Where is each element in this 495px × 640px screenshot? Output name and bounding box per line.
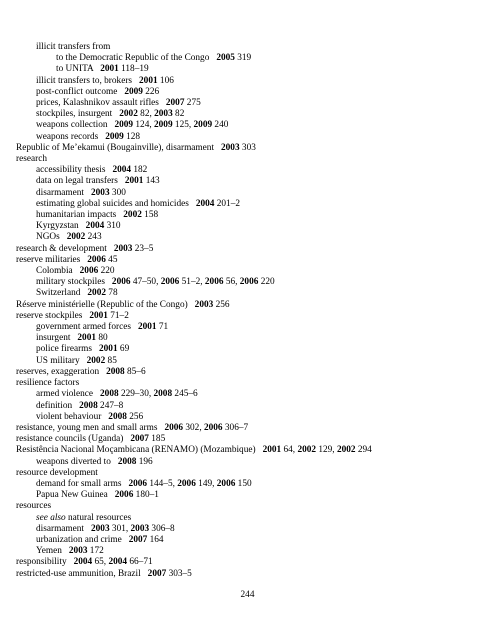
index-subentry (16, 53, 486, 64)
entry-text: weapons collection (36, 120, 115, 131)
entry-text: 275 (184, 98, 201, 109)
index-subentry (16, 288, 486, 299)
entry-text: 243 (85, 232, 102, 243)
entry-text: responsibility (16, 557, 74, 568)
edition-year: 2006 (177, 478, 196, 489)
entry-text: Republic of Me’ekamui (Bougainville), disarmament (16, 142, 221, 153)
index-subentry (16, 412, 486, 423)
entry-text: 125, (172, 120, 194, 131)
edition-year: 2007 (165, 98, 185, 109)
edition-year: 2006 (164, 422, 184, 433)
entry-text: humanitarian impacts (36, 210, 124, 221)
index-subentry (16, 232, 486, 243)
entry-text: 302, (183, 422, 204, 433)
edition-year: 2002 (119, 109, 138, 120)
index-subentry (16, 210, 486, 221)
edition-year: 2006 (216, 478, 236, 489)
index-main-entry (16, 300, 486, 311)
edition-year: 2008 (153, 389, 173, 400)
index-subentry (16, 513, 486, 524)
entry-text: Papua New Guinea (36, 490, 115, 501)
entry-text: 23–5 (132, 243, 154, 254)
entry-text: resistance councils (Uganda) (16, 434, 131, 445)
entry-text: research & development (16, 243, 114, 254)
edition-year: 2003 (130, 523, 150, 534)
edition-year: 2001 (262, 445, 282, 456)
entry-text: 82 (172, 109, 185, 120)
page-number: 244 (240, 590, 255, 600)
edition-year: 2004 (195, 198, 215, 209)
entry-text: NGOs (36, 232, 67, 243)
edition-year: 2001 (137, 322, 157, 333)
entry-text: 164 (147, 534, 164, 545)
edition-year: 2006 (239, 277, 259, 288)
edition-year: 2002 (123, 210, 142, 221)
entry-text: 56, (223, 277, 240, 288)
entry-text: 301, (109, 523, 131, 534)
entry-text: 118–19 (118, 64, 149, 75)
index-main-entry (16, 423, 486, 434)
entry-text: 172 (87, 546, 104, 557)
entry-text: 229–30, (118, 389, 154, 400)
entry-text: 65, (92, 557, 109, 568)
edition-year: 2008 (117, 456, 137, 467)
index-subentry (16, 322, 486, 333)
entry-text: 310 (104, 221, 121, 232)
index-main-entry (16, 445, 486, 456)
index-main-entry (16, 154, 486, 165)
entry-text: estimating global suicides and homicides (36, 198, 196, 209)
edition-year: 2006 (128, 478, 148, 489)
edition-year: 2004 (85, 221, 105, 232)
entry-text: demand for small arms (36, 478, 129, 489)
index-subentry (16, 546, 486, 557)
entry-text: 69 (117, 344, 130, 355)
index-subentry (16, 42, 486, 53)
index-subentry (16, 479, 486, 490)
entry-text: government armed forces (36, 322, 138, 333)
index-main-entry (16, 143, 486, 154)
edition-year: 2006 (203, 422, 223, 433)
entry-text: 303–5 (166, 568, 192, 579)
entry-text: 182 (131, 165, 148, 176)
entry-text: accessibility thesis (36, 165, 113, 176)
entry-text: to UNITA (56, 64, 101, 75)
index-list (16, 42, 486, 580)
entry-text: reserve stockpiles (16, 310, 90, 321)
entry-text: 106 (157, 75, 174, 86)
index-main-entry (16, 557, 486, 568)
entry-text: Réserve ministérielle (Republic of the Congo) (16, 299, 195, 310)
edition-year: 2002 (87, 288, 106, 299)
index-subentry (16, 333, 486, 344)
index-main-entry (16, 378, 486, 389)
entry-text: military stockpiles (36, 277, 112, 288)
entry-text: illicit transfers to, brokers (36, 75, 140, 86)
edition-year: 2003 (221, 142, 240, 153)
index-subentry (16, 132, 486, 143)
entry-text: 180–1 (133, 490, 159, 501)
entry-text: to the Democratic Republic of the Congo (56, 53, 217, 64)
entry-text: disarmament (36, 187, 91, 198)
entry-text: 256 (126, 411, 144, 422)
index-subentry (16, 64, 486, 75)
entry-text: 51–2, (179, 277, 205, 288)
entry-text: Colombia (36, 266, 80, 277)
edition-year: 2001 (100, 64, 119, 75)
index-subentry (16, 165, 486, 176)
index-subentry (16, 188, 486, 199)
entry-text: 240 (212, 120, 229, 131)
entry-text: 201–2 (214, 198, 240, 209)
entry-text: prices, Kalashnikov assault rifles (36, 98, 166, 109)
edition-year: 2008 (108, 411, 127, 422)
entry-text: 47–50, (130, 277, 161, 288)
edition-year: 2002 (297, 445, 317, 456)
edition-year: 2009 (193, 120, 213, 131)
entry-text: 256 (213, 299, 230, 310)
index-subentry (16, 389, 486, 400)
index-subentry (16, 120, 486, 131)
edition-year: 2008 (106, 366, 125, 377)
entry-text: 45 (105, 254, 118, 265)
index-main-entry (16, 367, 486, 378)
index-subentry (16, 98, 486, 109)
entry-text: police firearms (36, 344, 99, 355)
entry-text: 158 (141, 210, 159, 221)
edition-year: 2003 (154, 109, 173, 120)
entry-text: 85–6 (124, 366, 146, 377)
entry-text: 185 (148, 434, 166, 445)
index-subentry (16, 176, 486, 187)
index-main-entry (16, 311, 486, 322)
edition-year: 2003 (68, 546, 88, 557)
entry-text: 85 (105, 355, 117, 366)
entry-text: 78 (105, 288, 118, 299)
edition-year: 2005 (216, 53, 235, 64)
entry-text: natural resources (65, 512, 132, 523)
index-subentry (16, 356, 486, 367)
entry-text: 71–2 (107, 310, 129, 321)
index-subentry (16, 76, 486, 87)
entry-text: 128 (123, 131, 141, 142)
index-subentry (16, 109, 486, 120)
entry-text: 80 (96, 333, 108, 344)
edition-year: 2001 (124, 176, 144, 187)
edition-year: 2007 (147, 568, 167, 579)
entry-text: 245–6 (172, 389, 198, 400)
entry-text: urbanization and crime (36, 534, 129, 545)
entry-text: 247–8 (97, 400, 124, 411)
index-subentry (16, 87, 486, 98)
index-subentry (16, 344, 486, 355)
index-subentry (16, 221, 486, 232)
index-main-entry (16, 501, 486, 512)
edition-year: 2002 (66, 232, 86, 243)
entry-text: resource development (16, 467, 98, 478)
edition-year: 2006 (111, 277, 131, 288)
entry-text: insurgent (36, 333, 78, 344)
entry-text: data on legal transfers (36, 176, 125, 187)
entry-text: 226 (142, 86, 160, 97)
edition-year: 2006 (87, 254, 106, 265)
index-main-entry (16, 434, 486, 445)
index-main-entry (16, 569, 486, 580)
edition-year: 2001 (139, 75, 158, 86)
entry-text: 144–5, (147, 478, 178, 489)
index-subentry (16, 535, 486, 546)
edition-year: 2009 (105, 131, 124, 142)
cross-reference: see also (36, 512, 66, 523)
entry-text: 306–8 (149, 523, 175, 534)
edition-year: 2009 (124, 86, 143, 97)
entry-text: armed violence (36, 389, 101, 400)
entry-text: 220 (98, 266, 115, 277)
edition-year: 2003 (113, 243, 133, 254)
entry-text: 71 (156, 322, 169, 333)
edition-year: 2008 (100, 389, 119, 400)
edition-year: 2007 (128, 534, 148, 545)
index-subentry (16, 524, 486, 535)
entry-text: 64, (281, 445, 298, 456)
index-subentry (16, 277, 486, 288)
entry-text: restricted-use ammunition, Brazil (16, 568, 148, 579)
entry-text: 303 (239, 142, 256, 153)
entry-text: 220 (258, 277, 275, 288)
entry-text: Switzerland (36, 288, 88, 299)
entry-text: Yemen (36, 546, 69, 557)
entry-text: 143 (143, 176, 160, 187)
edition-year: 2006 (160, 277, 180, 288)
index-main-entry (16, 468, 486, 479)
entry-text: Kyrgyzstan (36, 221, 86, 232)
edition-year: 2003 (91, 187, 110, 198)
entry-text: 306–7 (222, 422, 249, 433)
index-subentry (16, 490, 486, 501)
index-subentry (16, 457, 486, 468)
index-subentry (16, 199, 486, 210)
entry-text: 124, (133, 120, 154, 131)
entry-text: reserve militaries (16, 254, 88, 265)
entry-text: resistance, young men and small arms (16, 422, 165, 433)
edition-year: 2004 (73, 557, 93, 568)
entry-text: 149, (195, 478, 217, 489)
entry-text: stockpiles, insurgent (36, 109, 120, 120)
index-subentry (16, 266, 486, 277)
index-subentry (16, 401, 486, 412)
index-main-entry (16, 255, 486, 266)
edition-year: 2009 (114, 120, 134, 131)
entry-text: Resistência Nacional Moçambicana (RENAMO) (Mozambique) (16, 445, 263, 456)
edition-year: 2007 (130, 434, 149, 445)
entry-text: 82, (137, 109, 155, 120)
edition-year: 2002 (86, 355, 106, 366)
entry-text: 300 (109, 187, 126, 198)
edition-year: 2006 (114, 490, 134, 501)
edition-year: 2006 (79, 266, 99, 277)
edition-year: 2004 (108, 557, 128, 568)
entry-text: 66–71 (127, 557, 153, 568)
entry-text: definition (36, 400, 80, 411)
entry-text: 196 (136, 456, 153, 467)
entry-text: illicit transfers from (36, 42, 111, 52)
entry-text: resilience factors (16, 378, 80, 389)
entry-text: reserves, exaggeration (16, 366, 107, 377)
edition-year: 2008 (79, 400, 98, 411)
edition-year: 2001 (77, 333, 96, 344)
entry-text: resources (16, 501, 52, 512)
entry-text: weapons records (36, 131, 106, 142)
entry-text: 129, (316, 445, 337, 456)
entry-text: US military (36, 355, 87, 366)
entry-text: 150 (235, 478, 252, 489)
entry-text: post-conflict outcome (36, 86, 125, 97)
edition-year: 2004 (112, 165, 132, 176)
edition-year: 2003 (194, 299, 214, 310)
edition-year: 2009 (154, 120, 173, 131)
entry-text: 294 (355, 445, 372, 456)
index-main-entry (16, 244, 486, 255)
edition-year: 2003 (91, 523, 110, 534)
edition-year: 2002 (336, 445, 356, 456)
entry-text: violent behaviour (36, 411, 109, 422)
entry-text: disarmament (36, 523, 91, 534)
edition-year: 2001 (99, 344, 118, 355)
entry-text: research (16, 154, 47, 165)
entry-text: weapons diverted to (36, 456, 118, 467)
edition-year: 2001 (89, 310, 108, 321)
edition-year: 2006 (204, 277, 224, 288)
entry-text: 319 (234, 53, 252, 64)
